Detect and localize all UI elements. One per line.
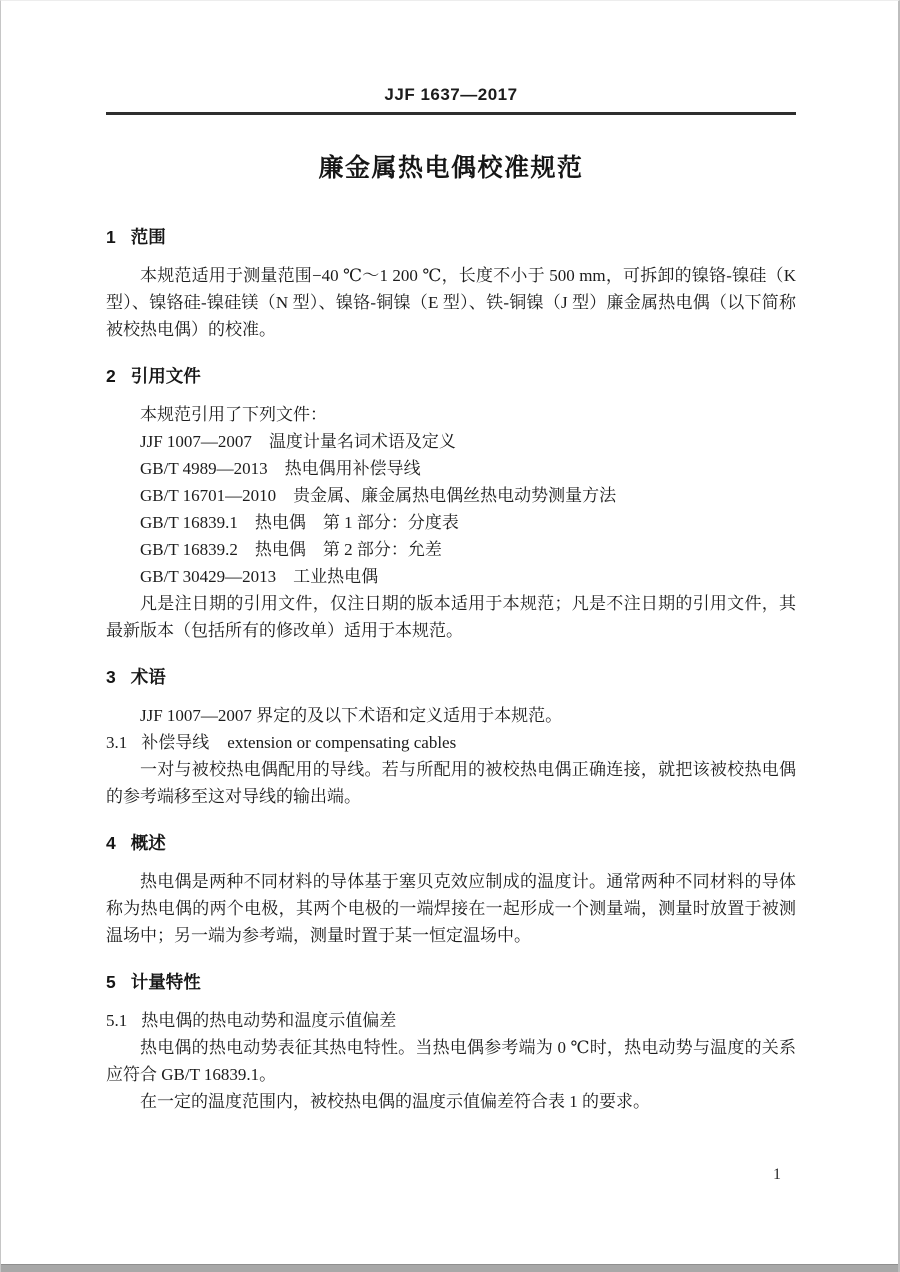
- section-title: 术语: [130, 667, 166, 687]
- paragraph: 本规范引用了下列文件：: [140, 405, 327, 424]
- reference-item: [106, 428, 796, 455]
- document-title: 廉金属热电偶校准规范: [318, 154, 584, 182]
- section-heading-3: [106, 666, 796, 688]
- reference-title: 热电偶 第 2 部分：允差: [254, 540, 442, 559]
- reference-item: [106, 536, 796, 563]
- section-number: 2: [106, 366, 116, 386]
- page-number: 1: [773, 1166, 781, 1183]
- section-heading-1: [106, 226, 796, 248]
- section-title: 引用文件: [130, 366, 201, 386]
- reference-code: JJF 1007—2007: [140, 432, 252, 451]
- reference-item: [106, 455, 796, 482]
- subsection-heading: [106, 1007, 796, 1034]
- section-title: 计量特性: [130, 972, 201, 992]
- reference-code: GB/T 4989—2013: [140, 459, 268, 478]
- reference-title: 工业热电偶: [293, 567, 379, 586]
- term-number: 3.1: [106, 733, 128, 752]
- section-number: 4: [106, 833, 116, 853]
- reference-code: GB/T 16701—2010: [140, 486, 277, 505]
- term-definition: 一对与被校热电偶配用的导线。若与所配用的被校热电偶正确连接，就把该被校热电偶的参考端移至这对导线的输出端。: [106, 760, 796, 806]
- reference-title: 贵金属、廉金属热电偶丝热电动势测量方法: [293, 486, 617, 505]
- term-chinese: 补偿导线: [141, 733, 210, 752]
- section-number: 5: [106, 972, 116, 992]
- reference-title: 热电偶用补偿导线: [284, 459, 421, 478]
- section-heading-5: [106, 971, 796, 993]
- reference-title: 温度计量名词术语及定义: [268, 432, 456, 451]
- subsection-title: 热电偶的热电动势和温度示值偏差: [141, 1011, 397, 1030]
- reference-item: [106, 482, 796, 509]
- paragraph: JJF 1007—2007 界定的及以下术语和定义适用于本规范。: [140, 706, 563, 725]
- reference-item: [106, 563, 796, 590]
- page-content: [1, 1, 898, 1115]
- reference-code: GB/T 16839.1: [140, 513, 238, 532]
- doc-number: JJF 1637—2017: [384, 85, 518, 104]
- section-number: 1: [106, 227, 116, 247]
- section-title: 范围: [130, 227, 166, 247]
- reference-title: 热电偶 第 1 部分：分度表: [254, 513, 459, 532]
- reference-code: GB/T 30429—2013: [140, 567, 277, 586]
- paragraph: 在一定的温度范围内，被校热电偶的温度示值偏差符合表 1 的要求。: [140, 1092, 650, 1111]
- term-entry: [106, 729, 796, 756]
- reference-item: [106, 509, 796, 536]
- page-bottom-edge: [1, 1264, 898, 1272]
- section-number: 3: [106, 667, 116, 687]
- paragraph: 凡是注日期的引用文件，仅注日期的版本适用于本规范；凡是不注日期的引用文件，其最新版本（包括所有的修改单）适用于本规范。: [106, 594, 796, 640]
- subsection-number: 5.1: [106, 1011, 128, 1030]
- paragraph: 热电偶的热电动势表征其热电特性。当热电偶参考端为 0 ℃时，热电动势与温度的关系应符合 GB/T 16839.1。: [106, 1038, 796, 1084]
- paragraph: 本规范适用于测量范围−40 ℃～1 200 ℃，长度不小于 500 mm，可拆卸的镍铬-镍硅（K 型）、镍铬硅-镍硅镁（N 型）、镍铬-铜镍（E 型）、铁-铜镍（J 型）廉金属热电偶（以下简称被校热电偶）的校准。: [106, 266, 796, 339]
- section-heading-4: [106, 832, 796, 854]
- section-heading-2: [106, 365, 796, 387]
- section-title: 概述: [130, 833, 166, 853]
- term-english: extension or compensating cables: [227, 733, 457, 752]
- header-rule: [106, 112, 796, 115]
- reference-code: GB/T 16839.2: [140, 540, 238, 559]
- paragraph: 热电偶是两种不同材料的导体基于塞贝克效应制成的温度计。通常两种不同材料的导体称为热电偶的两个电极，其两个电极的一端焊接在一起形成一个测量端，测量时放置于被测温场中；另一端为参考端，测量时置于某一恒定温场中。: [106, 872, 796, 945]
